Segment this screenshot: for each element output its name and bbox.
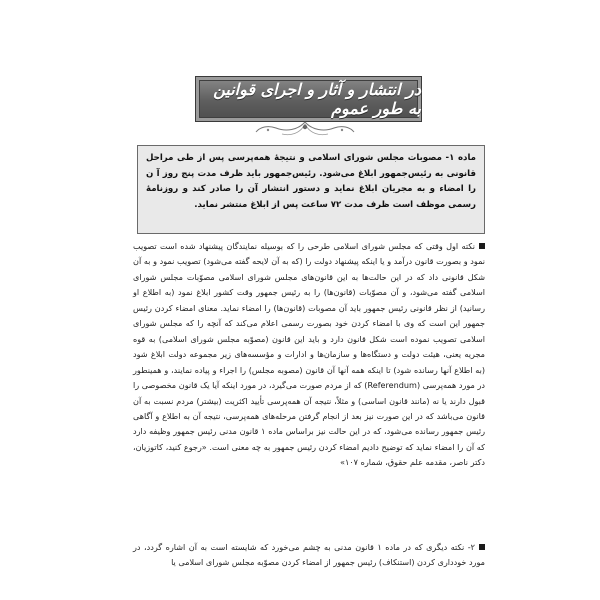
article-text: ماده ۱- مصوبات مجلس شورای اسلامی و نتیجهٔ همه‌پرسی پس از طی مراحل قانونی به رئیس‌جمهور ابلاغ می‌شود. رئیس‌جمهور باید ظرف مدت پنج روز آ ن را امضاء و به مجریان ابلاغ نماید و دستور انتشار آن را صادر کند و روزنامهٔ رسمی موظف است ظرف مدت ۷۲ ساعت پس از ابلاغ منتشر نماید. xyxy=(146,153,476,210)
commentary-paragraph-2-text: ۲- نکته دیگری که در ماده ۱ قانون مدنی به چشم می‌خورد که شایسته است به آن اشاره گردد، در مورد خودداری کردن (استنکاف) رئیس جمهور از امضاء کردن مصوّبه مجلس شورای اسلامی یا xyxy=(133,542,485,568)
bullet-square-icon xyxy=(479,243,485,249)
commentary-paragraph-1-text: نکته اول وقتی که مجلس شورای اسلامی طرحی را که بوسیله نمایندگان پیشنهاد شده است تصویب نمود و بصورت قانون درآمد و یا اینکه پیشنهاد دولت را (که به آن لایحه گفته می‌شود) تصویب نمود و به آن شکل قانونی داد که در این حالت‌ها به این قانون‌های مجلس شورای اسلامی مصوّبات مجلس شورای اسلامی گفته می‌شود، و آن مصوّبات (قانون‌ها) را به رئیس جمهور وقت کشور ابلاغ نمود (به اطلاع او رسانید) از نظر قانونی رئیس جمهور باید آن مصوبات (قانون‌ها) را امضاء نماید. معنای امضاء کردن رئیس جمهور این است که وی با امضاء کردن خود بصورت رسمی اعلام می‌کند که آنچه را که مجلس شورای اسلامی تصویب نموده است شکل قانون دارد و باید این قانون (مصوّبه مجلس شورای اسلامی) به قوه مجریه یعنی، هیئت دولت و دستگاه‌ها و سازمان‌ها و ادارات و مؤسسه‌های زیر مجموعه دولت ابلاغ شود (به اطلاع آنها رسانده شود) تا اینکه همه آنها آن قانون (مصوبه مجلس) را اجراء و پیاده نمایند، و همینطور در مورد همه‌پرسی (Referendum) که از مردم صورت می‌گیرد، در مورد اینکه آیا یک قانون مخصوصی را قبول دارند یا نه (مانند قانون اساسی) و مثلاً، نتیجه آن همه‌پرسی تأیید اکثریت (بیشتر) مردم نسبت به آن قانون می‌باشد که در این صورت نیز بعد از انجام گرفتن مرحله‌های همه‌پرسی، نتیجه آن به اطلاع و آگاهی رئیس جمهور رسانده می‌شود، که در این حالت نیز براساس ماده ۱ قانون مدنی رئیس جمهور وظیفه دارد که آن را امضاء نماید که توضیح دادیم امضاء کردن رئیس جمهور به چه معنی است. «رجوع کنید، کاتوزیان، دکتر ناصر، مقدمه علم حقوق، شماره ۱۰۷» xyxy=(133,241,485,468)
commentary-paragraph-2 xyxy=(133,540,485,571)
commentary-paragraph-1 xyxy=(133,239,485,471)
chapter-title-banner xyxy=(195,76,422,122)
article-box xyxy=(137,145,485,234)
flourish-ornament-icon xyxy=(250,118,360,140)
bullet-square-icon xyxy=(479,544,485,550)
chapter-title: در انتشار و آثار و اجرای قوانین به طور عموم xyxy=(213,80,421,118)
